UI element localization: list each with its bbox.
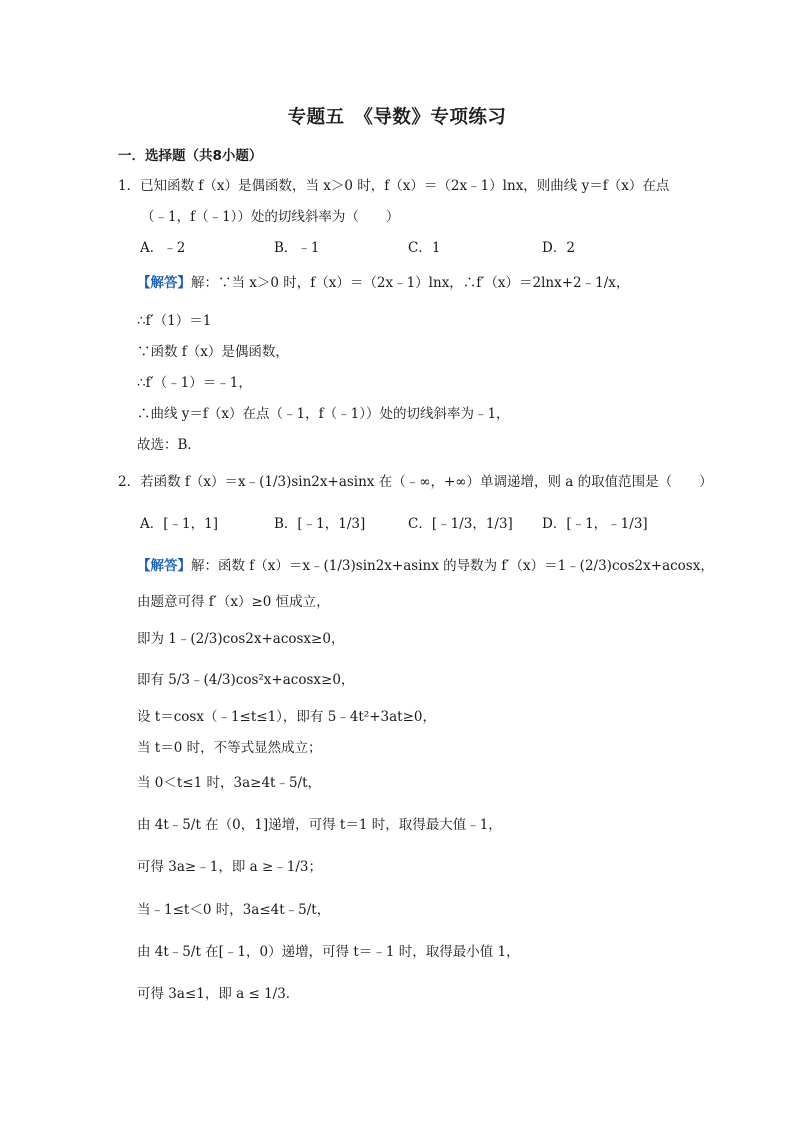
q1-answer-text: 解：∵当 x＞0 时，f（x）＝（2x﹣1）lnx，∴f′（x）＝2lnx+2﹣1/x， bbox=[191, 275, 630, 291]
q1-options bbox=[140, 238, 676, 260]
q1-answer-line-4: ∴f′（﹣1）＝﹣1， bbox=[137, 375, 252, 391]
q2-answer-line-4: 即有 5/3﹣(4/3)cos²x+acosx≥0， bbox=[137, 672, 355, 688]
q1-option-b: B．﹣1 bbox=[274, 240, 320, 256]
q2-answer-line-2: 由题意可得 f′（x）≥0 恒成立， bbox=[137, 594, 330, 610]
q1-option-a: A．﹣2 bbox=[140, 240, 186, 256]
q1-answer-line-5: ∴曲线 y＝f（x）在点（﹣1，f（﹣1））处的切线斜率为﹣1， bbox=[137, 406, 510, 422]
q2-answer-line-10: 当﹣1≤t＜0 时，3a≤4t﹣5/t， bbox=[137, 902, 331, 918]
q2-answer-line-8: 由 4t﹣5/t 在（0，1]递增，可得 t＝1 时，取得最大值﹣1， bbox=[137, 817, 502, 833]
answer-tag: 【解答】 bbox=[137, 275, 191, 291]
q1-answer-line-6: 故选：B． bbox=[137, 437, 201, 453]
q2-answer-line-3: 即为 1﹣(2/3)cos2x+acosx≥0， bbox=[137, 631, 345, 647]
q2-option-b: B．[﹣1，1/3] bbox=[274, 516, 366, 532]
q2-options bbox=[140, 514, 676, 536]
q2-answer-line-12: 可得 3a≤1，即 a ≤ 1/3． bbox=[137, 986, 300, 1002]
q2-answer-text: 解：函数 f（x）＝x﹣(1/3)sin2x+asinx 的导数为 f′（x）＝1﹣(2/3)cos2x+acosx， bbox=[191, 558, 714, 574]
q2-answer-line-6: 当 t＝0 时，不等式显然成立； bbox=[137, 740, 322, 756]
q2-answer-line-5: 设 t＝cosx（﹣1≤t≤1），即有 5﹣4t²+3at≥0， bbox=[137, 709, 437, 725]
q2-option-d: D．[﹣1，﹣1/3] bbox=[542, 516, 648, 532]
q1-option-d: D．2 bbox=[542, 240, 575, 256]
q1-option-c: C．1 bbox=[408, 240, 441, 256]
q2-option-a: A．[﹣1，1] bbox=[140, 516, 218, 532]
q1-answer-line-3: ∵函数 f（x）是偶函数， bbox=[137, 344, 289, 360]
q2-answer-line-11: 由 4t﹣5/t 在[﹣1，0）递增，可得 t＝﹣1 时，取得最小值 1， bbox=[137, 944, 520, 960]
q2-stem: 2．若函数 f（x）＝x﹣(1/3)sin2x+asinx 在（﹣∞，+∞）单调递增，则 a 的取值范围是（ ） bbox=[118, 474, 713, 490]
q2-answer-line-1 bbox=[137, 556, 714, 578]
answer-tag: 【解答】 bbox=[137, 558, 191, 574]
q2-answer-line-7: 当 0＜t≤1 时，3a≥4t﹣5/t， bbox=[137, 775, 322, 791]
q2-option-c: C．[﹣1/3，1/3] bbox=[408, 516, 513, 532]
q1-stem-line-2: （﹣1，f（﹣1））处的切线斜率为（ ） bbox=[141, 209, 400, 225]
q1-answer-line-2: ∴f′（1）＝1 bbox=[137, 313, 212, 329]
page-title: 专题五 《导数》专项练习 bbox=[287, 107, 507, 128]
section-heading: 一．选择题（共8小题） bbox=[118, 148, 263, 164]
q1-answer-line-1 bbox=[137, 273, 629, 295]
q2-answer-line-9: 可得 3a≥﹣1，即 a ≥﹣1/3； bbox=[137, 859, 322, 875]
q1-stem-line-1: 1．已知函数 f（x）是偶函数，当 x＞0 时，f（x）＝（2x﹣1）lnx，则曲线 y＝f（x）在点 bbox=[118, 178, 670, 194]
